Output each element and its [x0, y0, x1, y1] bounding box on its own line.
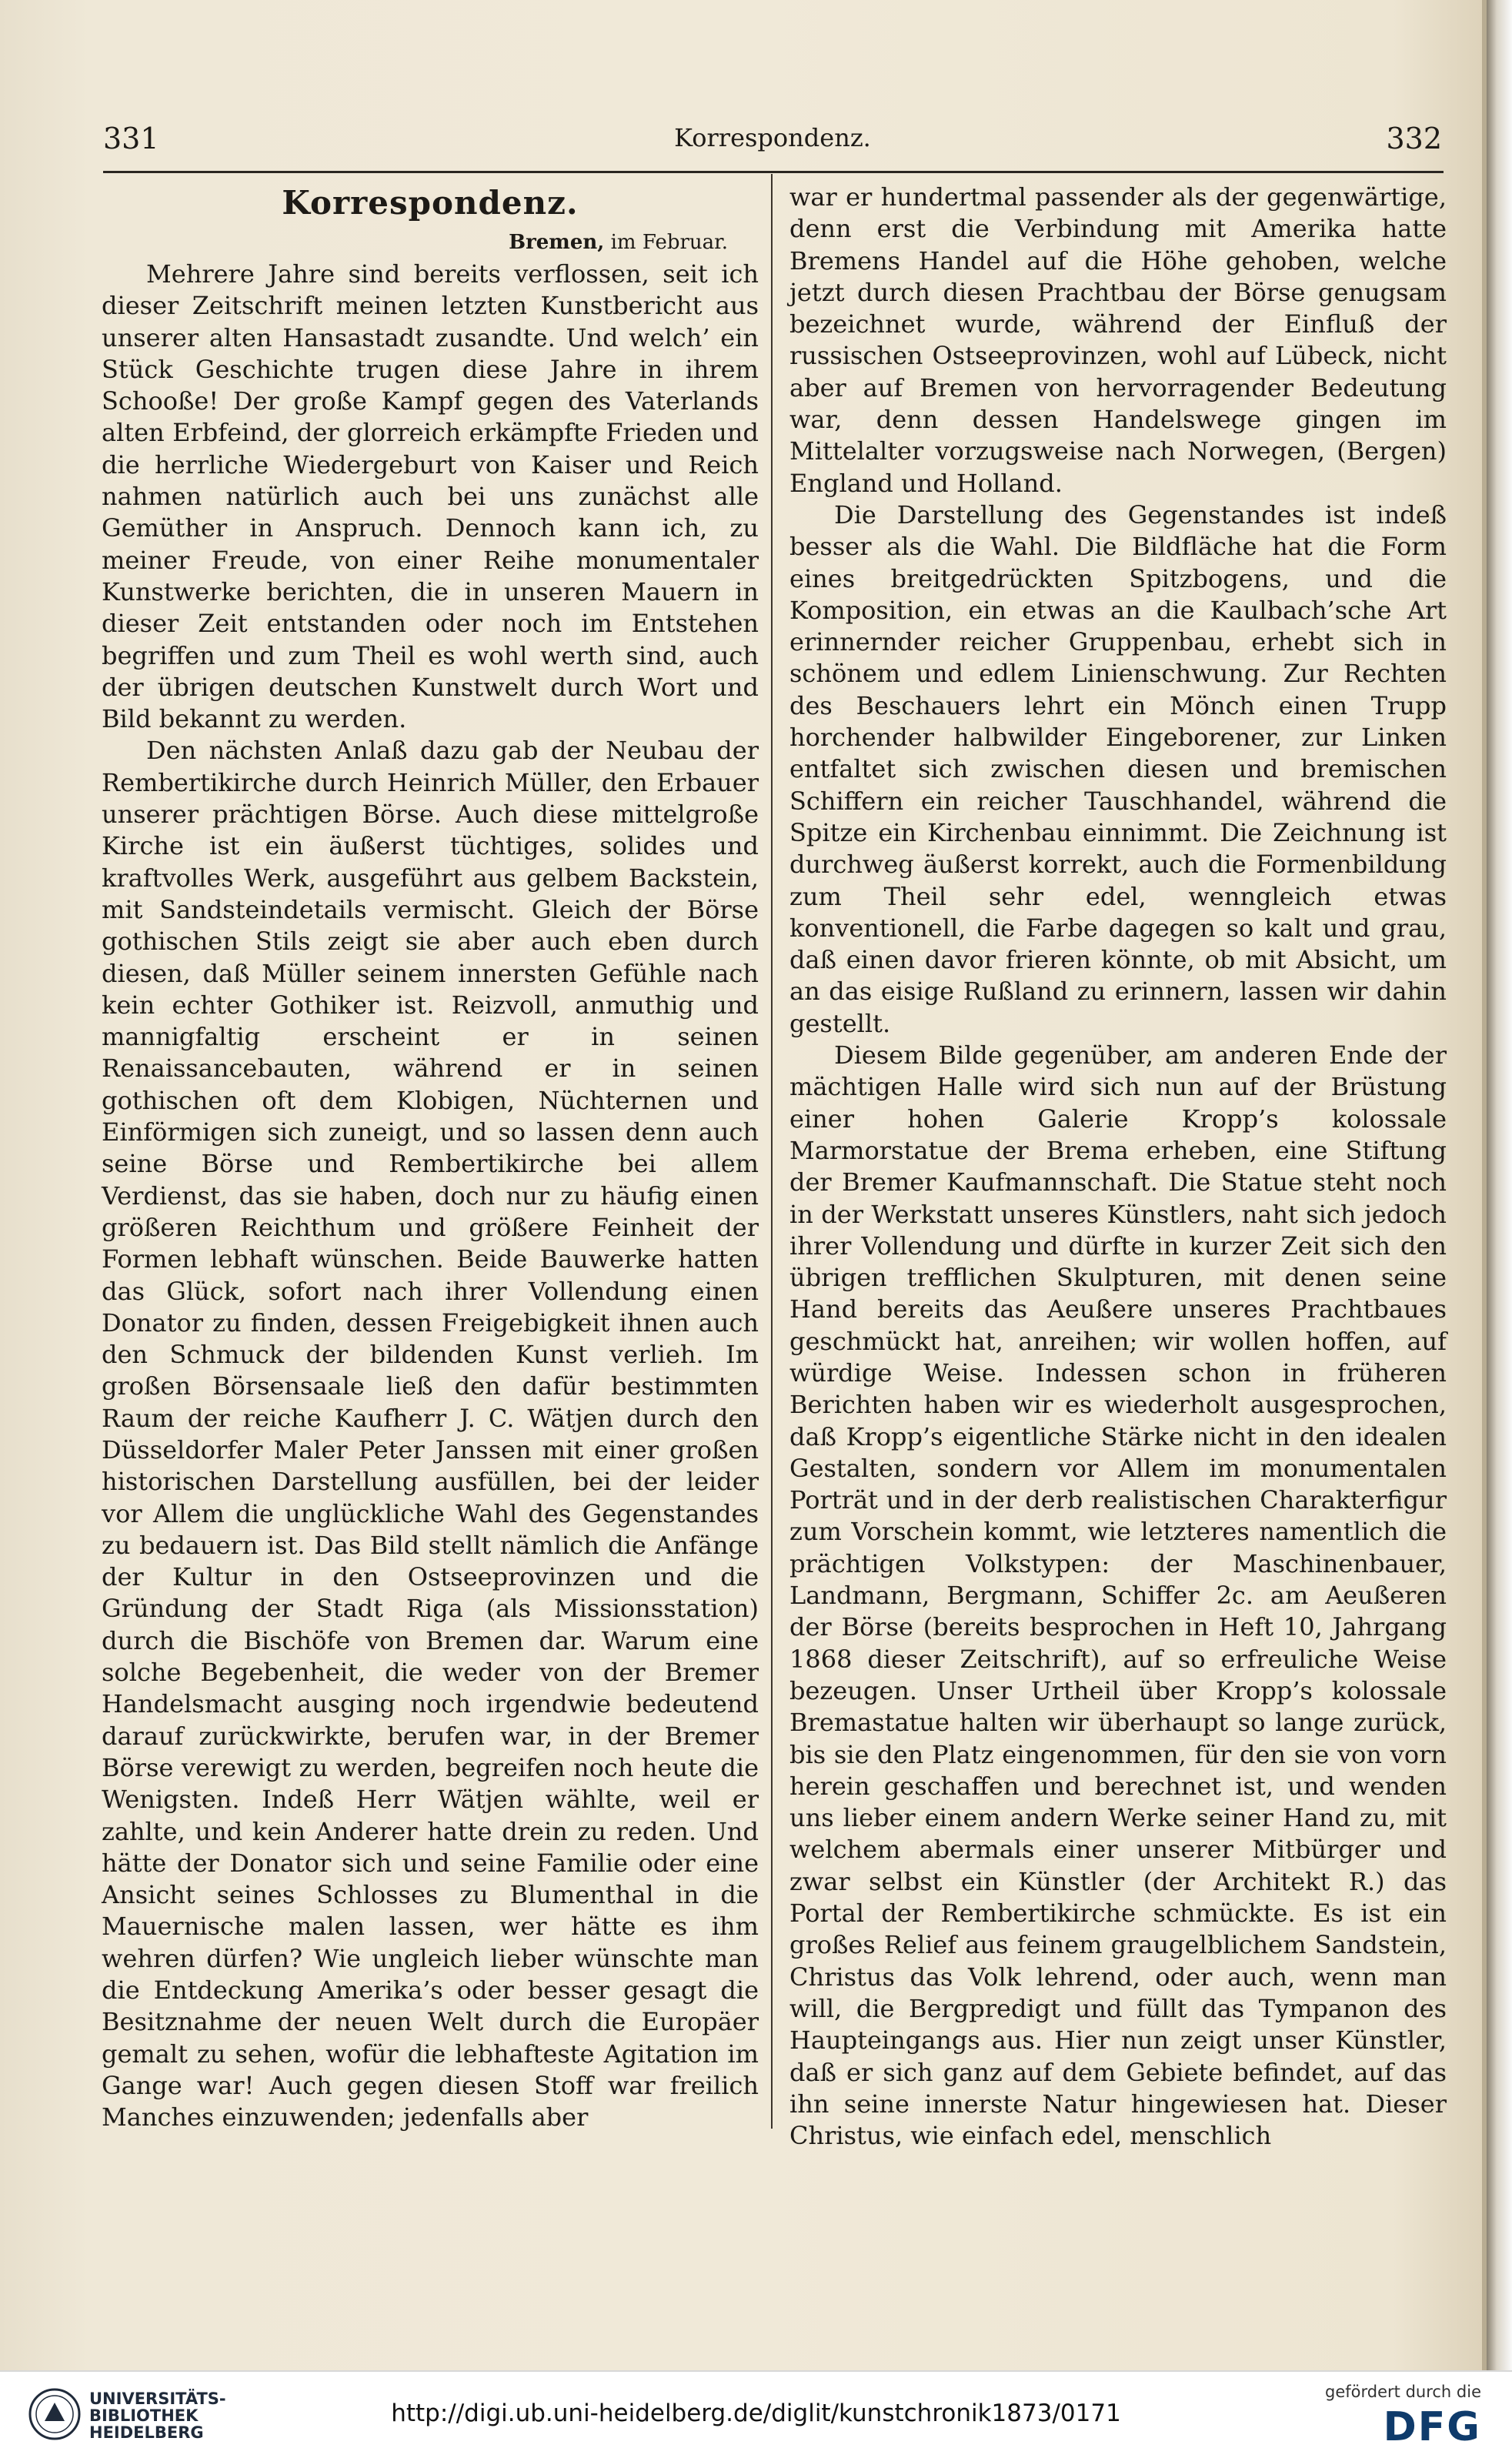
paragraph: Den nächsten Anlaß dazu gab der Neubau der Rembertikirche durch Heinrich Müller, den Erbauer unserer prächtigen Börse. Auch diese mittelgroße Kirche ist ein äußerst tüchtiges, solides und kraftvolles Werk, ausgeführt aus gelbem Backstein, mit Sandsteindetails vermischt. Gleich der Börse gothischen Stils zeigt sie aber auch eben durch diesen, daß Müller seinem innersten Gefühle nach kein echter Gothiker ist. Reizvoll, anmuthig und mannigfaltig erscheint er in seinen Renaissancebauten, während er in seinen gothischen oft dem Klobigen, Nüchternen und Einförmigen sich zuneigt, und so lassen denn auch seine Börse und Rembertikirche bei allem Verdienst, das sie haben, doch nur zu häufig einen größeren Reichthum und größere Feinheit der Formen lebhaft wünschen. Beide Bauwerke hatten das Glück, sofort nach ihrer Vollendung einen Donator zu finden, dessen Freigebigkeit ihnen auch den Schmuck der bildenden Kunst verlieh. Im großen Börsensaale ließ den dafür bestimmten Raum der reiche Kaufherr J. C. Wätjen durch den Düsseldorfer Maler Peter Janssen mit einer großen historischen Darstellung ausfüllen, bei der leider vor Allem die unglückliche Wahl des Gegenstandes zu bedauern ist. Das Bild stellt nämlich die Anfänge der Kultur in den Ostseeprovinzen und die Gründung der Stadt Riga (als Missionsstation) durch die Bischöfe von Bremen dar. Warum eine solche Begebenheit, die weder von der Bremer Handelsmacht ausging noch irgendwie bedeutend darauf zurückwirkte, berufen war, in der Bremer Börse verewigt zu werden, begreifen noch heute die Wenigsten. Indeß Herr Wätjen wählte, weil er zahlte, und kein Anderer hatte drein zu reden. Und hätte der Donator sich und seine Familie oder eine Ansicht seines Schlosses zu Blumenthal in die Mauernische malen lassen, wer hätte es ihm wehren dürfen? Wie ungleich lieber wünschte man die Entdeckung Amerika’s oder besser gesagt die Besitznahme der neuen Welt durch die Europäer gemalt zu sehen, wofür die lebhafteste Agitation im Gange war! Auch gegen diesen Stoff war freilich Manches einzuwenden; jedenfalls aber	[102, 736, 759, 2132]
digitization-footer	[0, 2370, 1512, 2458]
funded-by-label: gefördert durch die	[1325, 2383, 1481, 2401]
page-number-right: 332	[1386, 122, 1442, 155]
paragraph: Diesem Bilde gegenüber, am anderen Ende der mächtigen Halle wird sich nun auf der Brüstung einer hohen Galerie Kropp’s kolossale Marmorstatue der Brema erheben, eine Stiftung der Bremer Kaufmannschaft. Die Statue steht noch in der Werkstatt unseres Künstlers, naht sich jedoch ihrer Vollendung und dürfte in kurzer Zeit sich den übrigen trefflichen Skulpturen, mit denen seine Hand bereits das Aeußere unseres Prachtbaues geschmückt hat, anreihen; wir wollen hoffen, auf würdige Weise. Indessen schon in früheren Berichten haben wir es wiederholt ausgesprochen, daß Kropp’s eigentliche Stärke nicht in den idealen Gestalten, sondern vor Allem im monumentalen Porträt und in der derb realistischen Charakterfigur zum Vorschein kommt, wie letzteres namentlich die prächtigen Volkstypen: der Maschinenbauer, Landmann, Bergmann, Schiffer 2c. am Aeußeren der Börse (bereits besprochen in Heft 10, Jahrgang 1868 dieser Zeitschrift), auf so erfreuliche Weise bezeugen. Unser Urtheil über Kropp’s kolossale Bremastatue halten wir überhaupt so lange zurück, bis sie den Platz eingenommen, für den sie von vorn herein geschaffen und berechnet ist, und wenden uns lieber einem andern Werke seiner Hand zu, mit welchem abermals einer unserer Mitbürger und zwar selbst ein Künstler (der Architekt R.) das Portal der Rembertikirche schmückte. Es ist ein großes Relief aus feinem graugelblichem Sandstein, Christus das Volk lehrend, oder auch, wenn man will, die Bergpredigt und füllt das Tympanon des Haupteingangs aus. Hier nun zeigt unser Künstler, daß er sich ganz auf dem Gebiete befindet, auf das ihn seine innerste Natur hingewiesen hat. Dieser Christus, wie einfach edel, menschlich	[789, 1040, 1447, 2151]
dateline	[102, 229, 728, 255]
paragraph: Die Darstellung des Gegenstandes ist indeß besser als die Wahl. Die Bildfläche hat die Form eines breitgedrückten Spitzbogens, und die Komposition, ein etwas an die Kaulbach’sche Art erinnernder reicher Gruppenbau, erhebt sich in schönem und edlem Linienschwung. Zur Rechten des Beschauers lehrt ein Mönch einen Trupp horchender halbwilder Eingeborener, zur Linken entfaltet sich zwischen diesen und bremischen Schiffern ein reicher Tauschhandel, während die Spitze ein Kirchenbau einnimmt. Die Zeichnung ist durchweg äußerst korrekt, auch die Formenbildung zum Theil sehr edel, wenngleich etwas konventionell, die Farbe dagegen so kalt und grau, daß einen davor frieren könnte, ob mit Absicht, um an das eisige Rußland zu erinnern, lassen wir dahin gestellt.	[789, 499, 1447, 1038]
paragraph: Mehrere Jahre sind bereits verflossen, seit ich dieser Zeitschrift meinen letzten Kunstbericht aus unserer alten Hansastadt zusandte. Und welch’ ein Stück Geschichte trugen diese Jahre in ihrem Schooße! Der große Kampf gegen des Vaterlands alten Erbfeind, der glorreich erkämpfte Frieden und die herrliche Wiedergeburt von Kaiser und Reich nahmen natürlich auch bei uns zunächst alle Gemüther in Anspruch. Dennoch kann ich, zu meiner Freude, von einer Reihe monumentaler Kunstwerke berichten, die in unseren Mauern in dieser Zeit entstanden oder noch im Entstehen begriffen und zum Theil es wohl werth sind, auch der übrigen deutschen Kunstwelt durch Wort und Bild bekannt zu werden.	[102, 259, 759, 734]
paragraph: war er hundertmal passender als der gegenwärtige, denn erst die Verbindung mit Amerika hatte Bremens Handel auf die Höhe gehoben, welche jetzt durch diesen Prachtbau der Börse genugsam bezeichnet wurde, während der Einfluß der russischen Ostseeprovinzen, wohl auf Lübeck, nicht aber auf Bremen von hervorragender Bedeutung war, denn dessen Handelswege gingen im Mittelalter vorzugsweise nach Norwegen, (Bergen) England und Holland.	[789, 182, 1447, 498]
permalink-url[interactable]: http://digi.ub.uni-heidelberg.de/diglit/kunstchronik1873/0171	[391, 2400, 1121, 2427]
page-header	[103, 115, 1442, 169]
institution-line: HEIDELBERG	[89, 2423, 204, 2442]
dateline-place: Bremen,	[509, 231, 605, 254]
section-title: Korrespondenz.	[282, 184, 579, 222]
running-title: Korrespondenz.	[674, 123, 871, 152]
page-edge	[1487, 0, 1512, 2370]
institution-line: UNIVERSITÄTS-	[89, 2390, 226, 2408]
header-rule	[103, 171, 1444, 173]
page-number-left: 331	[103, 122, 159, 155]
left-column	[102, 182, 759, 2134]
right-column	[789, 182, 1447, 2152]
dfg-logo: DFG	[1383, 2404, 1481, 2450]
institution-line: BIBLIOTHEK	[89, 2406, 199, 2425]
column-divider	[771, 174, 773, 2129]
dateline-date: im Februar.	[604, 231, 728, 254]
